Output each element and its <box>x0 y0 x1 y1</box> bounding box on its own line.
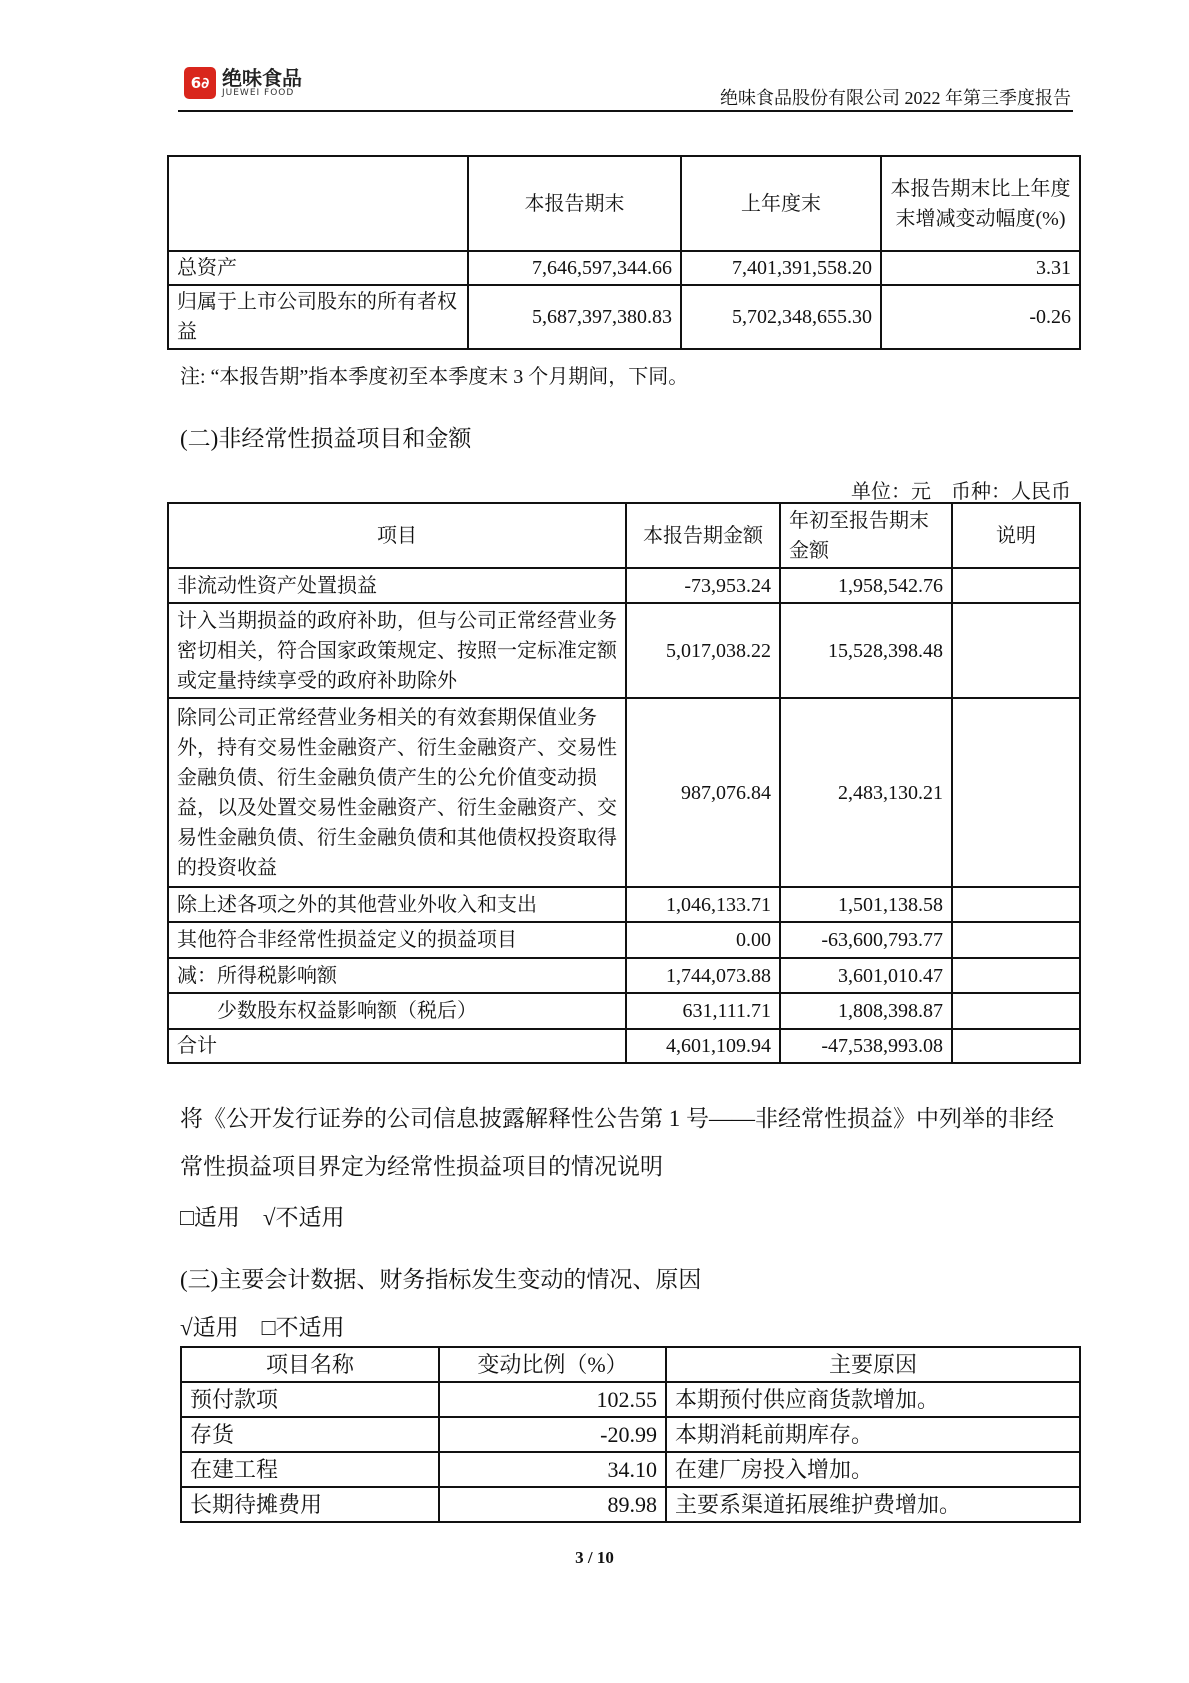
explanation-paragraph: 将《公开发行证券的公司信息披露解释性公告第 1 号——非经常性损益》中列举的非经常性损益项目界定为经常性损益项目的情况说明 <box>180 1106 1054 1179</box>
header-cell <box>168 156 468 251</box>
table-row <box>168 285 1080 349</box>
cell-value: 1,744,073.88 <box>626 958 780 993</box>
table-row <box>181 1417 1080 1452</box>
page-number: 3 / 10 <box>575 1548 614 1567</box>
note-cell <box>952 993 1080 1029</box>
cell-value: -63,600,793.77 <box>780 922 952 958</box>
cell-value: 5,702,348,655.30 <box>681 285 881 349</box>
cell-value: 1,808,398.87 <box>780 993 952 1029</box>
row-label: 长期待摊费用 <box>181 1487 439 1522</box>
table-row <box>168 887 1080 922</box>
cell-value: 15,528,398.48 <box>780 603 952 698</box>
row-label: 非流动性资产处置损益 <box>168 568 626 603</box>
table-note: 注: “本报告期”指本季度初至本季度末 3 个月期间，下同。 <box>180 366 689 388</box>
header-cell: 变动比例（%） <box>439 1347 666 1382</box>
section-heading: (二)非经常性损益项目和金额 <box>180 426 472 451</box>
note-cell <box>952 958 1080 993</box>
note-cell <box>952 887 1080 922</box>
cell-value: 2,483,130.21 <box>780 698 952 887</box>
row-label: 计入当期损益的政府补助，但与公司正常经营业务密切相关，符合国家政策规定、按照一定标准定额或定量持续享受的政府补助除外 <box>168 603 626 698</box>
table-header-row <box>181 1347 1080 1382</box>
table-row <box>168 993 1080 1029</box>
balance-table <box>167 155 1081 350</box>
cell-value: 7,646,597,344.66 <box>468 251 681 285</box>
cell-value: 89.98 <box>439 1487 666 1522</box>
table-row <box>168 698 1080 887</box>
cell-value: 1,501,138.58 <box>780 887 952 922</box>
header-cell: 本报告期末 <box>468 156 681 251</box>
reason-cell: 本期消耗前期库存。 <box>666 1417 1080 1452</box>
header-cell: 项目名称 <box>181 1347 439 1382</box>
row-label: 少数股东权益影响额（税后） <box>168 993 626 1029</box>
table-row <box>181 1452 1080 1487</box>
report-title: 绝味食品股份有限公司 2022 年第三季度报告 <box>720 88 1071 108</box>
change-reasons-table <box>180 1346 1081 1523</box>
row-label: 预付款项 <box>181 1382 439 1417</box>
logo-icon: 6∂ <box>184 67 216 99</box>
reason-cell: 主要系渠道拓展维护费增加。 <box>666 1487 1080 1522</box>
row-label: 归属于上市公司股东的所有者权益 <box>168 285 468 349</box>
header-cell: 说明 <box>952 503 1080 568</box>
table-header-row <box>168 156 1080 251</box>
table-row <box>168 251 1080 285</box>
note-cell <box>952 568 1080 603</box>
cell-value: 7,401,391,558.20 <box>681 251 881 285</box>
table-row <box>168 922 1080 958</box>
cell-value: -47,538,993.08 <box>780 1029 952 1063</box>
logo-text: 绝味食品 <box>222 66 302 90</box>
row-label: 总资产 <box>168 251 468 285</box>
header-cell: 本报告期末比上年度末增减变动幅度(%) <box>881 156 1080 251</box>
cell-value: -0.26 <box>881 285 1080 349</box>
table-row <box>181 1382 1080 1417</box>
logo-subtext: JUEWEI FOOD <box>222 88 295 98</box>
table-row <box>168 603 1080 698</box>
header-cell: 年初至报告期末金额 <box>780 503 952 568</box>
cell-value: 1,046,133.71 <box>626 887 780 922</box>
row-label: 减：所得税影响额 <box>168 958 626 993</box>
cell-value: 34.10 <box>439 1452 666 1487</box>
row-label: 其他符合非经常性损益定义的损益项目 <box>168 922 626 958</box>
note-cell <box>952 1029 1080 1063</box>
cell-value: 5,687,397,380.83 <box>468 285 681 349</box>
applicability-status: □适用 √不适用 <box>180 1205 345 1230</box>
header-cell: 上年度末 <box>681 156 881 251</box>
unit-label: 单位：元 币种：人民币 <box>851 481 1071 503</box>
applicability-status: √适用 □不适用 <box>180 1315 345 1340</box>
cell-value: 3,601,010.47 <box>780 958 952 993</box>
reason-cell: 在建厂房投入增加。 <box>666 1452 1080 1487</box>
cell-value: 1,958,542.76 <box>780 568 952 603</box>
table-row <box>168 1029 1080 1063</box>
cell-value: 4,601,109.94 <box>626 1029 780 1063</box>
row-label: 在建工程 <box>181 1452 439 1487</box>
cell-value: -20.99 <box>439 1417 666 1452</box>
table-row <box>181 1487 1080 1522</box>
reason-cell: 本期预付供应商货款增加。 <box>666 1382 1080 1417</box>
row-label: 合计 <box>168 1029 626 1063</box>
header-divider <box>178 110 1073 112</box>
row-label: 除同公司正常经营业务相关的有效套期保值业务外，持有交易性金融资产、衍生金融资产、交易性金融负债、衍生金融负债产生的公允价值变动损益，以及处置交易性金融资产、衍生金融资产、交易性金融负债、衍生金融负债和其他债权投资取得的投资收益 <box>168 698 626 887</box>
company-logo <box>184 67 302 99</box>
cell-value: 0.00 <box>626 922 780 958</box>
header-cell: 本报告期金额 <box>626 503 780 568</box>
note-cell <box>952 603 1080 698</box>
header-cell: 主要原因 <box>666 1347 1080 1382</box>
non-recurring-table <box>167 502 1081 1064</box>
note-cell <box>952 922 1080 958</box>
note-cell <box>952 698 1080 887</box>
section-heading: (三)主要会计数据、财务指标发生变动的情况、原因 <box>180 1267 702 1292</box>
row-label: 存货 <box>181 1417 439 1452</box>
table-row <box>168 568 1080 603</box>
cell-value: 631,111.71 <box>626 993 780 1029</box>
header-cell: 项目 <box>168 503 626 568</box>
row-label: 除上述各项之外的其他营业外收入和支出 <box>168 887 626 922</box>
cell-value: 987,076.84 <box>626 698 780 887</box>
cell-value: 5,017,038.22 <box>626 603 780 698</box>
table-header-row <box>168 503 1080 568</box>
cell-value: -73,953.24 <box>626 568 780 603</box>
cell-value: 102.55 <box>439 1382 666 1417</box>
cell-value: 3.31 <box>881 251 1080 285</box>
table-row <box>168 958 1080 993</box>
